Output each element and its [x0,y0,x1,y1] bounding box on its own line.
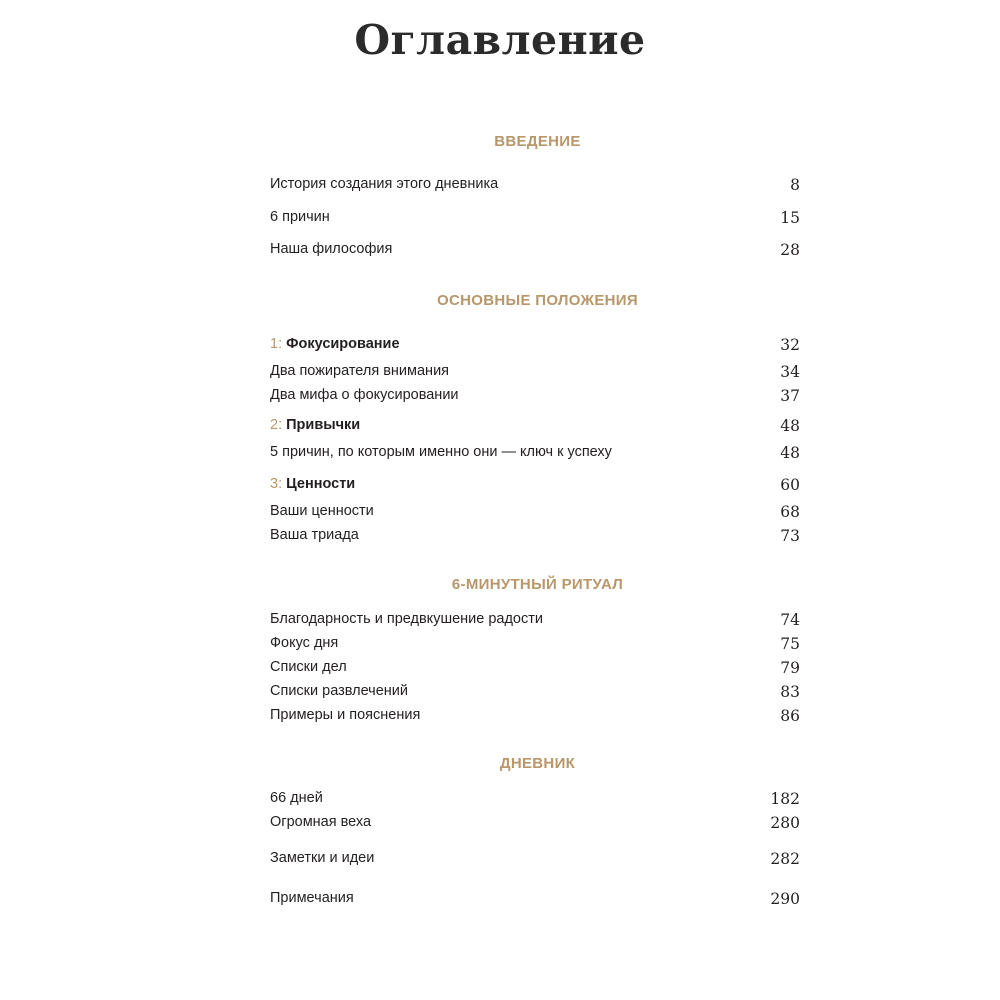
section-heading-diary: ДНЕВНИК [499,755,576,772]
toc-entry[interactable] [270,814,800,834]
entry-label: Примеры и пояснения [270,707,421,723]
toc-entry[interactable] [270,659,800,679]
entry-label: Списки развлечений [270,683,408,699]
page-number: 79 [780,659,800,677]
entry-label: Заметки и идеи [270,850,375,866]
entry-label: История создания этого дневника [270,176,499,192]
page-number: 83 [780,683,800,701]
entry-label: Ваши ценности [270,503,374,519]
toc-entry[interactable] [270,635,800,655]
page-number: 34 [780,363,800,381]
toc-entry[interactable] [270,707,800,727]
toc-entry[interactable] [270,503,800,523]
toc-entry[interactable] [270,683,800,703]
page-number: 37 [780,387,800,405]
toc-entry[interactable] [270,176,800,196]
chapter-label: Фокусирование [286,336,400,352]
entry-label: Два мифа о фокусировании [270,387,459,403]
entry-label: 6 причин [270,209,330,225]
entry-label: Огромная веха [270,814,372,830]
page-number: 73 [780,527,800,545]
toc-entry[interactable] [270,209,800,229]
toc-entry[interactable] [270,527,800,547]
toc-entry[interactable] [270,790,800,810]
chapter-number: 1: [270,336,283,352]
entry-label: Фокус дня [270,635,339,651]
entry-label: 66 дней [270,790,323,806]
chapter-label: Ценности [286,476,356,492]
chapter-number: 2: [270,417,283,433]
page-number: 48 [780,444,800,462]
page-number: 75 [780,635,800,653]
toc-entry[interactable] [270,387,800,407]
page-number: 86 [780,707,800,725]
page-number: 290 [770,890,800,908]
entry-label: 5 причин, по которым именно они — ключ к успеху [270,444,612,460]
toc-entry[interactable] [270,444,800,464]
entry-label: Ваша триада [270,527,359,543]
toc-entry[interactable] [270,850,800,870]
page-number: 182 [770,790,800,808]
page-number: 68 [780,503,800,521]
toc-chapter-focus[interactable] [270,336,800,356]
chapter-number: 3: [270,476,283,492]
entry-label: Два пожирателя внимания [270,363,450,379]
section-heading-intro: ВВЕДЕНИЕ [494,133,581,150]
section-heading-ritual: 6-МИНУТНЫЙ РИТУАЛ [451,576,624,593]
section-heading-principles: ОСНОВНЫЕ ПОЛОЖЕНИЯ [437,292,638,309]
toc-entry[interactable] [270,611,800,631]
page-number: 8 [790,176,800,194]
chapter-label: Привычки [286,417,361,433]
page-number: 28 [780,241,800,259]
entry-label: Примечания [270,890,354,906]
page-number: 32 [780,336,800,354]
toc-chapter-habits[interactable] [270,417,800,437]
toc-entry[interactable] [270,241,800,261]
page-number: 282 [770,850,800,868]
page-number: 48 [780,417,800,435]
page-number: 15 [780,209,800,227]
entry-label: Наша философия [270,241,393,257]
page-number: 60 [780,476,800,494]
entry-label: Списки дел [270,659,347,675]
entry-label: Благодарность и предвкушение радости [270,611,543,627]
toc-entry[interactable] [270,363,800,383]
page-title: Оглавление [354,16,646,64]
toc-entry[interactable] [270,890,800,910]
page-number: 280 [770,814,800,832]
page-number: 74 [780,611,800,629]
toc-chapter-values[interactable] [270,476,800,496]
